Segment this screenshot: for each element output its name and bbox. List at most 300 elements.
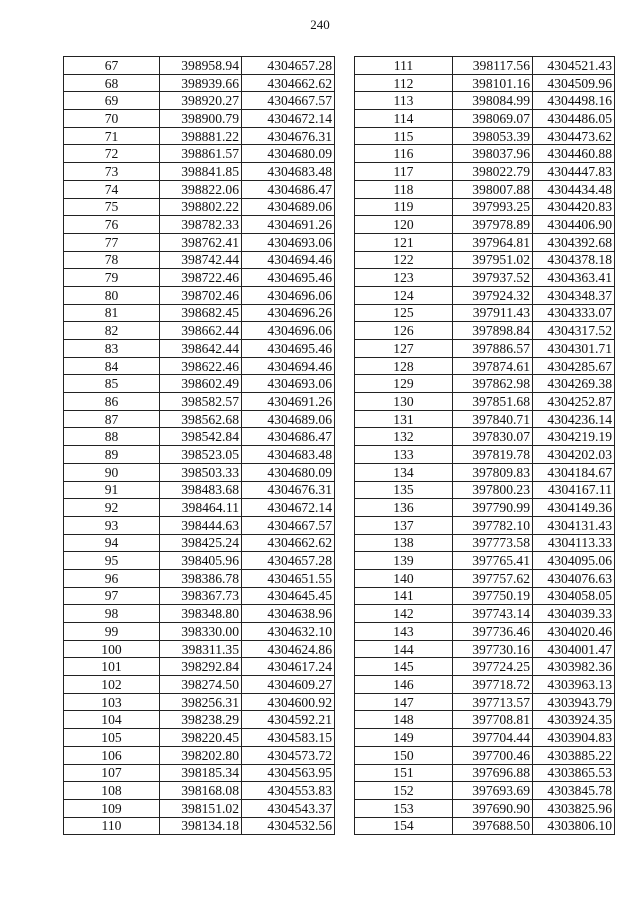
x-coordinate: 398405.96	[160, 552, 242, 570]
x-coordinate: 398117.56	[453, 57, 533, 75]
x-coordinate: 397704.44	[453, 729, 533, 747]
x-coordinate: 398939.66	[160, 74, 242, 92]
y-coordinate: 4304667.57	[242, 92, 335, 110]
y-coordinate: 4304184.67	[533, 463, 615, 481]
table-row	[64, 534, 335, 552]
point-number: 105	[64, 729, 160, 747]
x-coordinate: 397898.84	[453, 322, 533, 340]
point-number: 93	[64, 516, 160, 534]
coordinates-table-left	[63, 56, 335, 835]
table-row	[64, 499, 335, 517]
table-row	[355, 127, 615, 145]
table-row	[64, 286, 335, 304]
point-number: 97	[64, 587, 160, 605]
table-row	[64, 233, 335, 251]
y-coordinate: 4304696.06	[242, 286, 335, 304]
table-row	[355, 251, 615, 269]
point-number: 112	[355, 74, 453, 92]
point-number: 82	[64, 322, 160, 340]
y-coordinate: 4304683.48	[242, 163, 335, 181]
y-coordinate: 4304202.03	[533, 446, 615, 464]
point-number: 149	[355, 729, 453, 747]
y-coordinate: 4303904.83	[533, 729, 615, 747]
table-row	[355, 269, 615, 287]
table-row	[355, 693, 615, 711]
y-coordinate: 4303865.53	[533, 764, 615, 782]
y-coordinate: 4303885.22	[533, 746, 615, 764]
y-coordinate: 4304473.62	[533, 127, 615, 145]
table-row	[64, 375, 335, 393]
table-row	[64, 605, 335, 623]
y-coordinate: 4304600.92	[242, 693, 335, 711]
table-row	[355, 216, 615, 234]
x-coordinate: 397862.98	[453, 375, 533, 393]
table-row	[64, 711, 335, 729]
x-coordinate: 398702.46	[160, 286, 242, 304]
table-row	[355, 499, 615, 517]
table-row	[64, 446, 335, 464]
table-row	[64, 623, 335, 641]
y-coordinate: 4304447.83	[533, 163, 615, 181]
x-coordinate: 398542.84	[160, 428, 242, 446]
table-row	[64, 799, 335, 817]
x-coordinate: 398662.44	[160, 322, 242, 340]
point-number: 86	[64, 393, 160, 411]
table-row	[355, 623, 615, 641]
y-coordinate: 4304672.14	[242, 110, 335, 128]
point-number: 127	[355, 340, 453, 358]
point-number: 71	[64, 127, 160, 145]
y-coordinate: 4304020.46	[533, 623, 615, 641]
table-row	[355, 516, 615, 534]
x-coordinate: 398220.45	[160, 729, 242, 747]
y-coordinate: 4304686.47	[242, 428, 335, 446]
point-number: 78	[64, 251, 160, 269]
point-number: 146	[355, 676, 453, 694]
point-number: 140	[355, 569, 453, 587]
point-number: 139	[355, 552, 453, 570]
point-number: 148	[355, 711, 453, 729]
y-coordinate: 4304039.33	[533, 605, 615, 623]
x-coordinate: 397978.89	[453, 216, 533, 234]
x-coordinate: 397724.25	[453, 658, 533, 676]
point-number: 143	[355, 623, 453, 641]
x-coordinate: 398682.45	[160, 304, 242, 322]
point-number: 91	[64, 481, 160, 499]
point-number: 88	[64, 428, 160, 446]
y-coordinate: 4303982.36	[533, 658, 615, 676]
table-row	[355, 569, 615, 587]
table-row	[355, 340, 615, 358]
x-coordinate: 398722.46	[160, 269, 242, 287]
y-coordinate: 4304696.06	[242, 322, 335, 340]
point-number: 114	[355, 110, 453, 128]
point-number: 119	[355, 198, 453, 216]
y-coordinate: 4304301.71	[533, 340, 615, 358]
point-number: 94	[64, 534, 160, 552]
x-coordinate: 397757.62	[453, 569, 533, 587]
x-coordinate: 397800.23	[453, 481, 533, 499]
table-row	[64, 729, 335, 747]
x-coordinate: 397708.81	[453, 711, 533, 729]
y-coordinate: 4304521.43	[533, 57, 615, 75]
table-row	[355, 782, 615, 800]
table-row	[355, 481, 615, 499]
x-coordinate: 397693.69	[453, 782, 533, 800]
y-coordinate: 4304076.63	[533, 569, 615, 587]
table-row	[64, 180, 335, 198]
y-coordinate: 4303963.13	[533, 676, 615, 694]
table-row	[355, 163, 615, 181]
x-coordinate: 398386.78	[160, 569, 242, 587]
x-coordinate: 397886.57	[453, 340, 533, 358]
x-coordinate: 398782.33	[160, 216, 242, 234]
table-row	[355, 180, 615, 198]
point-number: 123	[355, 269, 453, 287]
table-row	[355, 587, 615, 605]
point-number: 96	[64, 569, 160, 587]
point-number: 120	[355, 216, 453, 234]
y-coordinate: 4304676.31	[242, 127, 335, 145]
y-coordinate: 4304167.11	[533, 481, 615, 499]
x-coordinate: 397696.88	[453, 764, 533, 782]
x-coordinate: 397765.41	[453, 552, 533, 570]
point-number: 116	[355, 145, 453, 163]
point-number: 151	[355, 764, 453, 782]
table-row	[64, 145, 335, 163]
x-coordinate: 397874.61	[453, 357, 533, 375]
table-row	[355, 375, 615, 393]
y-coordinate: 4304553.83	[242, 782, 335, 800]
point-number: 102	[64, 676, 160, 694]
point-number: 69	[64, 92, 160, 110]
x-coordinate: 398881.22	[160, 127, 242, 145]
table-row	[64, 357, 335, 375]
table-row	[64, 569, 335, 587]
table-row	[355, 729, 615, 747]
y-coordinate: 4304583.15	[242, 729, 335, 747]
table-row	[355, 110, 615, 128]
y-coordinate: 4304498.16	[533, 92, 615, 110]
x-coordinate: 397911.43	[453, 304, 533, 322]
point-number: 152	[355, 782, 453, 800]
y-coordinate: 4304683.48	[242, 446, 335, 464]
y-coordinate: 4304694.46	[242, 251, 335, 269]
y-coordinate: 4304691.26	[242, 216, 335, 234]
y-coordinate: 4303924.35	[533, 711, 615, 729]
point-number: 130	[355, 393, 453, 411]
y-coordinate: 4304696.26	[242, 304, 335, 322]
table-row	[64, 746, 335, 764]
y-coordinate: 4303845.78	[533, 782, 615, 800]
x-coordinate: 397700.46	[453, 746, 533, 764]
point-number: 125	[355, 304, 453, 322]
x-coordinate: 398642.44	[160, 340, 242, 358]
x-coordinate: 397713.57	[453, 693, 533, 711]
table-row	[355, 92, 615, 110]
table-row	[64, 110, 335, 128]
point-number: 84	[64, 357, 160, 375]
y-coordinate: 4304563.95	[242, 764, 335, 782]
y-coordinate: 4304657.28	[242, 57, 335, 75]
point-number: 147	[355, 693, 453, 711]
x-coordinate: 397964.81	[453, 233, 533, 251]
table-row	[64, 693, 335, 711]
point-number: 137	[355, 516, 453, 534]
table-row	[355, 428, 615, 446]
x-coordinate: 398151.02	[160, 799, 242, 817]
table-row	[64, 216, 335, 234]
table-row	[355, 764, 615, 782]
y-coordinate: 4304693.06	[242, 375, 335, 393]
table-row	[64, 340, 335, 358]
y-coordinate: 4304348.37	[533, 286, 615, 304]
x-coordinate: 398007.88	[453, 180, 533, 198]
y-coordinate: 4303943.79	[533, 693, 615, 711]
x-coordinate: 398742.44	[160, 251, 242, 269]
table-row	[64, 74, 335, 92]
x-coordinate: 398330.00	[160, 623, 242, 641]
x-coordinate: 398084.99	[453, 92, 533, 110]
y-coordinate: 4304285.67	[533, 357, 615, 375]
point-number: 154	[355, 817, 453, 835]
y-coordinate: 4303806.10	[533, 817, 615, 835]
x-coordinate: 398958.94	[160, 57, 242, 75]
point-number: 136	[355, 499, 453, 517]
y-coordinate: 4304667.57	[242, 516, 335, 534]
x-coordinate: 397790.99	[453, 499, 533, 517]
point-number: 153	[355, 799, 453, 817]
y-coordinate: 4304624.86	[242, 640, 335, 658]
y-coordinate: 4304420.83	[533, 198, 615, 216]
point-number: 108	[64, 782, 160, 800]
table-row	[64, 658, 335, 676]
x-coordinate: 398622.46	[160, 357, 242, 375]
y-coordinate: 4304695.46	[242, 269, 335, 287]
y-coordinate: 4304131.43	[533, 516, 615, 534]
table-row	[355, 286, 615, 304]
y-coordinate: 4304149.36	[533, 499, 615, 517]
x-coordinate: 397840.71	[453, 410, 533, 428]
x-coordinate: 398069.07	[453, 110, 533, 128]
point-number: 122	[355, 251, 453, 269]
y-coordinate: 4304689.06	[242, 198, 335, 216]
x-coordinate: 398503.33	[160, 463, 242, 481]
y-coordinate: 4303825.96	[533, 799, 615, 817]
point-number: 135	[355, 481, 453, 499]
y-coordinate: 4304001.47	[533, 640, 615, 658]
point-number: 126	[355, 322, 453, 340]
x-coordinate: 398311.35	[160, 640, 242, 658]
x-coordinate: 398425.24	[160, 534, 242, 552]
point-number: 89	[64, 446, 160, 464]
y-coordinate: 4304378.18	[533, 251, 615, 269]
y-coordinate: 4304095.06	[533, 552, 615, 570]
table-row	[355, 605, 615, 623]
y-coordinate: 4304543.37	[242, 799, 335, 817]
point-number: 79	[64, 269, 160, 287]
x-coordinate: 398802.22	[160, 198, 242, 216]
point-number: 98	[64, 605, 160, 623]
y-coordinate: 4304638.96	[242, 605, 335, 623]
x-coordinate: 398202.80	[160, 746, 242, 764]
point-number: 145	[355, 658, 453, 676]
point-number: 68	[64, 74, 160, 92]
x-coordinate: 398348.80	[160, 605, 242, 623]
x-coordinate: 398900.79	[160, 110, 242, 128]
point-number: 83	[64, 340, 160, 358]
table-row	[355, 817, 615, 835]
y-coordinate: 4304694.46	[242, 357, 335, 375]
page-number: 240	[310, 17, 330, 32]
y-coordinate: 4304672.14	[242, 499, 335, 517]
table-row	[355, 676, 615, 694]
x-coordinate: 397690.90	[453, 799, 533, 817]
point-number: 144	[355, 640, 453, 658]
x-coordinate: 397819.78	[453, 446, 533, 464]
point-number: 141	[355, 587, 453, 605]
y-coordinate: 4304695.46	[242, 340, 335, 358]
x-coordinate: 398292.84	[160, 658, 242, 676]
point-number: 75	[64, 198, 160, 216]
point-number: 87	[64, 410, 160, 428]
point-number: 90	[64, 463, 160, 481]
table-row	[64, 269, 335, 287]
table-row	[355, 658, 615, 676]
y-coordinate: 4304406.90	[533, 216, 615, 234]
table-row	[355, 322, 615, 340]
point-number: 70	[64, 110, 160, 128]
x-coordinate: 398464.11	[160, 499, 242, 517]
table-row	[64, 410, 335, 428]
table-row	[355, 57, 615, 75]
table-row	[64, 57, 335, 75]
table-row	[355, 640, 615, 658]
point-number: 103	[64, 693, 160, 711]
x-coordinate: 398274.50	[160, 676, 242, 694]
table-row	[355, 145, 615, 163]
x-coordinate: 398022.79	[453, 163, 533, 181]
y-coordinate: 4304691.26	[242, 393, 335, 411]
point-number: 132	[355, 428, 453, 446]
point-number: 67	[64, 57, 160, 75]
table-row	[355, 534, 615, 552]
x-coordinate: 398168.08	[160, 782, 242, 800]
point-number: 73	[64, 163, 160, 181]
y-coordinate: 4304333.07	[533, 304, 615, 322]
table-row	[355, 304, 615, 322]
table-row	[355, 410, 615, 428]
table-row	[64, 251, 335, 269]
table-row	[355, 393, 615, 411]
point-number: 106	[64, 746, 160, 764]
point-number: 99	[64, 623, 160, 641]
table-row	[64, 322, 335, 340]
x-coordinate: 397851.68	[453, 393, 533, 411]
point-number: 109	[64, 799, 160, 817]
y-coordinate: 4304486.05	[533, 110, 615, 128]
point-number: 111	[355, 57, 453, 75]
y-coordinate: 4304058.05	[533, 587, 615, 605]
point-number: 150	[355, 746, 453, 764]
y-coordinate: 4304662.62	[242, 74, 335, 92]
point-number: 76	[64, 216, 160, 234]
x-coordinate: 398256.31	[160, 693, 242, 711]
y-coordinate: 4304363.41	[533, 269, 615, 287]
y-coordinate: 4304392.68	[533, 233, 615, 251]
point-number: 128	[355, 357, 453, 375]
table-row	[64, 587, 335, 605]
point-number: 118	[355, 180, 453, 198]
point-number: 92	[64, 499, 160, 517]
x-coordinate: 398037.96	[453, 145, 533, 163]
point-number: 131	[355, 410, 453, 428]
point-number: 80	[64, 286, 160, 304]
x-coordinate: 397830.07	[453, 428, 533, 446]
point-number: 85	[64, 375, 160, 393]
y-coordinate: 4304532.56	[242, 817, 335, 835]
y-coordinate: 4304632.10	[242, 623, 335, 641]
table-row	[64, 304, 335, 322]
y-coordinate: 4304252.87	[533, 393, 615, 411]
y-coordinate: 4304269.38	[533, 375, 615, 393]
x-coordinate: 397736.46	[453, 623, 533, 641]
point-number: 74	[64, 180, 160, 198]
y-coordinate: 4304317.52	[533, 322, 615, 340]
x-coordinate: 397937.52	[453, 269, 533, 287]
x-coordinate: 397730.16	[453, 640, 533, 658]
x-coordinate: 397782.10	[453, 516, 533, 534]
table-row	[64, 127, 335, 145]
x-coordinate: 398523.05	[160, 446, 242, 464]
point-number: 129	[355, 375, 453, 393]
x-coordinate: 397750.19	[453, 587, 533, 605]
point-number: 124	[355, 286, 453, 304]
x-coordinate: 398562.68	[160, 410, 242, 428]
table-row	[355, 746, 615, 764]
x-coordinate: 397924.32	[453, 286, 533, 304]
point-number: 104	[64, 711, 160, 729]
y-coordinate: 4304509.96	[533, 74, 615, 92]
table-row	[64, 481, 335, 499]
x-coordinate: 398483.68	[160, 481, 242, 499]
point-number: 121	[355, 233, 453, 251]
table-row	[355, 463, 615, 481]
y-coordinate: 4304680.09	[242, 463, 335, 481]
y-coordinate: 4304680.09	[242, 145, 335, 163]
point-number: 133	[355, 446, 453, 464]
table-row	[355, 233, 615, 251]
table-row	[64, 428, 335, 446]
table-row	[64, 92, 335, 110]
y-coordinate: 4304686.47	[242, 180, 335, 198]
x-coordinate: 398185.34	[160, 764, 242, 782]
table-row	[64, 817, 335, 835]
table-row	[64, 640, 335, 658]
point-number: 134	[355, 463, 453, 481]
table-row	[64, 198, 335, 216]
x-coordinate: 398101.16	[453, 74, 533, 92]
table-row	[355, 552, 615, 570]
y-coordinate: 4304676.31	[242, 481, 335, 499]
x-coordinate: 398602.49	[160, 375, 242, 393]
point-number: 113	[355, 92, 453, 110]
point-number: 95	[64, 552, 160, 570]
table-row	[64, 764, 335, 782]
x-coordinate: 397688.50	[453, 817, 533, 835]
y-coordinate: 4304662.62	[242, 534, 335, 552]
x-coordinate: 397993.25	[453, 198, 533, 216]
